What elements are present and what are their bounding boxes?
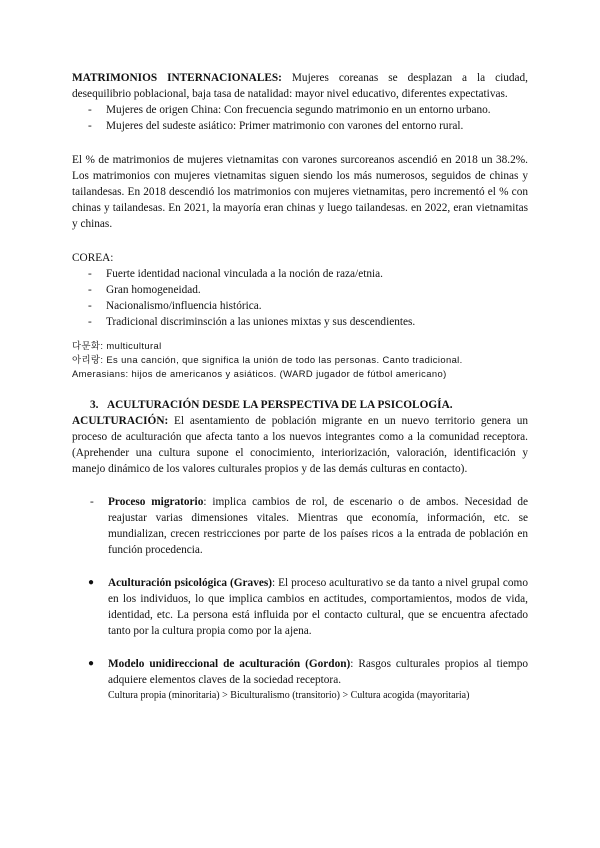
gordon-text: : Rasgos culturales propios al tiempo adquiere elementos claves de la sociedad receptora. xyxy=(108,658,528,686)
proceso-text: : implica cambios de rol, de escenario o de ambos. Necesidad de reajustar varias dimensiones vitales. Mientras que economía, información, etc. se mundializan, crecen restricciones por parte de los países ricos a la entrada de población en función procedencia. xyxy=(108,496,529,556)
gordon-item xyxy=(72,656,528,704)
gordon-scale: Cultura propia (minoritaria) > Biculturalismo (transitorio) > Cultura acogida (mayoritaria) xyxy=(108,690,470,701)
aculturacion-definition xyxy=(72,413,528,477)
dash-bullet: - xyxy=(90,496,94,508)
proceso-migratorio-item xyxy=(72,494,528,558)
section-title: ACULTURACIÓN DESDE LA PERSPECTIVA DE LA PSICOLOGÍA. xyxy=(106,399,453,411)
notes xyxy=(72,339,528,381)
vietnam-paragraph: El % de matrimonios de mujeres vietnamitas con varones surcoreanos ascendió en 2018 un 38.2%. Los matrimonios con mujeres vietnamitas siguen siendo los más numerosos, seguidos de chinas y tailandesas. En 2018 descendió los matrimonios con mujeres vietnamitas, pero incrementó el % con chinas y tailandesas. En 2021, la mayoría eran chinas y luego tailandesas. en 2022, eran vietnamitas y chinas. xyxy=(72,154,528,230)
graves-term: Aculturación psicológica (Graves) xyxy=(108,577,273,589)
corea-list xyxy=(72,266,528,330)
note-damunhwa: 다문화: multicultural xyxy=(72,340,162,351)
matrimonios-intro: Mujeres coreanas se desplazan a la ciudad, desequilibrio poblacional, baja tasa de natalidad: mayor nivel educativo, diferentes expectativas. xyxy=(72,72,528,100)
matrimonios-paragraph xyxy=(72,70,528,102)
document-page xyxy=(72,70,528,704)
section-3-heading xyxy=(90,397,528,413)
bullet-icon: ● xyxy=(88,577,95,588)
note-arirang: 아리랑: Es una canción, que significa la unión de todo las personas. Canto tradicional. xyxy=(72,354,463,365)
matrimonios-title: MATRIMONIOS INTERNACIONALES: xyxy=(72,72,282,84)
list-item: - Nacionalismo/influencia histórica. xyxy=(72,298,528,314)
list-item: - Fuerte identidad nacional vinculada a la noción de raza/etnia. xyxy=(72,266,528,282)
bullet-icon: ● xyxy=(88,658,95,669)
note-amerasians: Amerasians: hijos de americanos y asiáticos. (WARD jugador de fútbol americano) xyxy=(72,368,447,379)
list-item: - Gran homogeneidad. xyxy=(72,282,528,298)
list-item: - Mujeres del sudeste asiático: Primer matrimonio con varones del entorno rural. xyxy=(72,118,528,134)
aculturacion-term: ACULTURACIÓN: xyxy=(72,415,169,427)
corea-label: COREA: xyxy=(72,252,114,264)
section-number: 3. xyxy=(90,399,99,411)
gordon-term: Modelo unidireccional de aculturación (Gordon) xyxy=(108,658,351,670)
matrimonios-list xyxy=(72,102,528,134)
proceso-term: Proceso migratorio xyxy=(108,496,204,508)
list-item: - Tradicional discriminsción a las uniones mixtas y sus descendientes. xyxy=(72,314,528,330)
graves-text: : El proceso aculturativo se da tanto a nivel grupal como en los individuos, lo que implica cambios en actitudes, comportamientos, modos de vida, identidad, etc. La persona está influida por el contacto cultural, que se encuentra afectado tanto por la cultura propia como por la ajena. xyxy=(108,577,528,637)
aculturacion-text: El asentamiento de población migrante en un nuevo territorio genera un proceso de aculturación que afecta tanto a los nuevos integrantes como a la comunidad receptora. (Aprehender una cultura supone el conocimiento, interiorización, valoración, identificación y manejo dinámico de los valores culturales propios y de las demás culturas en contacto). xyxy=(72,415,528,475)
graves-item xyxy=(72,575,528,639)
list-item: - Mujeres de origen China: Con frecuencia segundo matrimonio en un entorno urbano. xyxy=(72,102,528,118)
